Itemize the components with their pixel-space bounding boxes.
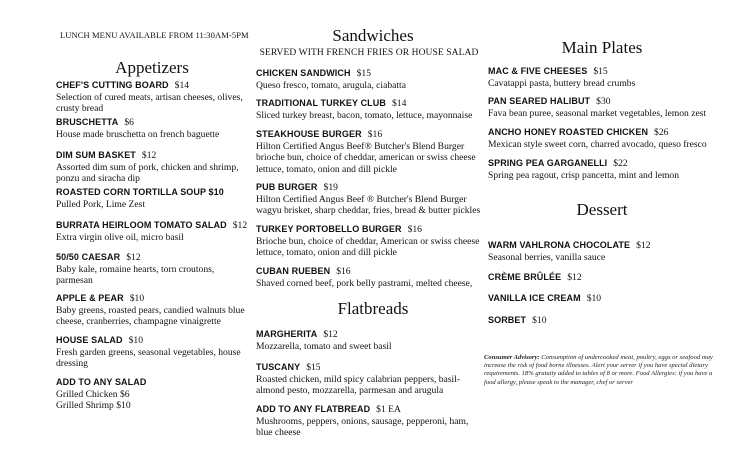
advisory-text: Consumption of undercooked meat, poultry, eggs or seafood may increase the risk of food borne illnesses. Alert your server if you have special dietary requirements. 18% gratuity added to tables of 8 or more. Food Allergies: if you have a food allergy, please speak to the manager, chef or server bbox=[484, 354, 713, 386]
item-name: ANCHO HONEY ROASTED CHICKEN bbox=[488, 127, 649, 137]
item-name: SORBET bbox=[488, 315, 527, 325]
menu-item bbox=[256, 329, 482, 352]
item-description: Hilton Certified Angus Beef ® Butcher's Blend Burger wagyu brisket, sharp cheddar, fries, bread & butter pickles bbox=[256, 193, 481, 217]
item-name: STEAKHOUSE BURGER bbox=[256, 129, 362, 139]
item-description: Mexican style sweet corn, charred avocado, queso fresco bbox=[488, 138, 707, 150]
item-price: $19 bbox=[323, 182, 338, 193]
item-name: BURRATA HEIRLOOM TOMATO SALAD bbox=[56, 220, 227, 230]
menu-item bbox=[488, 127, 744, 150]
item-description: Baby kale, romaine hearts, torn croutons, parmesan bbox=[56, 263, 215, 287]
item-name: PAN SEARED HALIBUT bbox=[488, 96, 591, 106]
item-price: $15 bbox=[593, 66, 608, 77]
item-name: HOUSE SALAD bbox=[56, 335, 123, 345]
item-name: PUB BURGER bbox=[256, 182, 318, 192]
menu-item bbox=[56, 335, 248, 370]
item-price: $14 bbox=[391, 98, 407, 109]
item-price: $16 bbox=[407, 224, 422, 235]
item-name: ROASTED CORN TORTILLA SOUP $10 bbox=[56, 187, 224, 197]
item-price: $16 bbox=[367, 129, 383, 140]
item-price: $10 bbox=[129, 293, 145, 304]
item-name: TUSCANY bbox=[256, 362, 301, 372]
item-description: Cavatappi pasta, buttery bread crumbs bbox=[488, 77, 636, 89]
item-name: VANILLA ICE CREAM bbox=[488, 293, 581, 303]
menu-item bbox=[56, 80, 248, 115]
menu-item bbox=[488, 293, 744, 305]
menu-item bbox=[256, 266, 482, 289]
advisory-label: Consumer Advisory: bbox=[484, 354, 540, 361]
item-description: Hilton Certified Angus Beef® Butcher's Blend Burger brioche bun, choice of cheddar, american or swiss cheese lettuce, tomato, onion and dill pickle bbox=[256, 140, 476, 175]
menu-item bbox=[56, 252, 248, 287]
item-name: DIM SUM BASKET bbox=[56, 150, 136, 160]
item-price: $15 bbox=[306, 362, 321, 373]
item-description: Sliced turkey breast, bacon, tomato, lettuce, mayonnaise bbox=[256, 109, 473, 121]
item-name: CRÈME BRÛLÉE bbox=[488, 272, 562, 282]
item-name: BRUSCHETTA bbox=[56, 117, 119, 127]
sandwiches-subtitle: SERVED WITH FRENCH FRIES OR HOUSE SALAD bbox=[259, 48, 479, 58]
item-name: 50/50 CAESAR bbox=[56, 252, 121, 262]
item-price: $12 bbox=[567, 272, 582, 283]
menu-item bbox=[488, 272, 744, 284]
item-description: Pulled Pork, Lime Zest bbox=[56, 198, 145, 210]
item-price: $15 bbox=[356, 68, 371, 79]
menu-item bbox=[488, 315, 744, 327]
item-price: $12 bbox=[126, 252, 141, 263]
item-name: APPLE & PEAR bbox=[56, 293, 124, 303]
item-description: Roasted chicken, mild spicy calabrian peppers, basil-almond pesto, mozzarella, parmesan and arugula bbox=[256, 373, 461, 397]
item-price: $12 bbox=[232, 220, 248, 231]
menu-item bbox=[56, 377, 248, 412]
item-name: MARGHERITA bbox=[256, 329, 318, 339]
item-description: Shaved corned beef, pork belly pastrami, melted cheese, bbox=[256, 277, 473, 289]
item-description: Assorted dim sum of pork, chicken and shrimp, ponzu and siracha dip bbox=[56, 161, 239, 185]
item-name: TURKEY PORTOBELLO BURGER bbox=[256, 224, 402, 234]
item-name: CHICKEN SANDWICH bbox=[256, 68, 351, 78]
dessert-title: Dessert bbox=[576, 200, 628, 219]
menu-item bbox=[488, 240, 744, 263]
item-price: $14 bbox=[174, 80, 190, 91]
flatbreads-title: Flatbreads bbox=[337, 299, 409, 318]
menu-item bbox=[56, 187, 248, 210]
item-price: $12 bbox=[141, 150, 157, 161]
menu-item bbox=[488, 66, 744, 89]
item-description: Mushrooms, peppers, onions, sausage, pepperoni, ham, blue cheese bbox=[256, 415, 469, 439]
item-name: WARM VAHLRONA CHOCOLATE bbox=[488, 240, 631, 250]
item-name: ADD TO ANY FLATBREAD bbox=[256, 404, 371, 414]
appetizers-title: Appetizers bbox=[115, 58, 189, 77]
item-description: Fava bean puree, seasonal market vegetables, lemon zest bbox=[488, 107, 707, 119]
menu-item bbox=[56, 220, 256, 243]
consumer-advisory bbox=[484, 354, 714, 387]
item-description: House made bruschetta on french baguette bbox=[56, 128, 220, 140]
item-name: SPRING PEA GARGANELLI bbox=[488, 158, 608, 168]
menu-item bbox=[488, 158, 744, 181]
item-price: $10 bbox=[128, 335, 143, 346]
item-description: Grilled Chicken $6 Grilled Shrimp $10 bbox=[56, 388, 131, 412]
item-description: Mozzarella, tomato and sweet basil bbox=[256, 340, 392, 352]
menu-item bbox=[256, 404, 482, 439]
item-description: Spring pea ragout, crisp pancetta, mint and lemon bbox=[488, 169, 680, 181]
item-price: $10 bbox=[586, 293, 602, 304]
menu-item bbox=[256, 182, 486, 217]
item-description: Fresh garden greens, seasonal vegetables, house dressing bbox=[56, 346, 241, 370]
menu-item bbox=[56, 293, 248, 328]
item-description: Extra virgin olive oil, micro basil bbox=[56, 231, 184, 243]
item-price: $26 bbox=[654, 127, 669, 138]
item-price: $16 bbox=[336, 266, 351, 277]
item-price: $12 bbox=[323, 329, 338, 340]
menu-item bbox=[256, 68, 482, 91]
item-description: Selection of cured meats, artisan cheeses, olives, crusty bread bbox=[56, 91, 243, 115]
menu-item bbox=[56, 117, 248, 140]
menu-item bbox=[488, 96, 744, 119]
item-price: $10 bbox=[532, 315, 547, 326]
item-price: $30 bbox=[596, 96, 611, 107]
item-name: TRADITIONAL TURKEY CLUB bbox=[256, 98, 386, 108]
menu-item bbox=[256, 129, 482, 175]
lunch-hours-notice: LUNCH MENU AVAILABLE FROM 11:30AM-5PM bbox=[60, 30, 249, 40]
item-description: Baby greens, roasted pears, candied walnuts blue cheese, cranberries, champagne vinaigrette bbox=[56, 304, 245, 328]
item-price: $22 bbox=[613, 158, 628, 169]
item-description: Seasonal berries, vanilla sauce bbox=[488, 251, 606, 263]
sandwiches-title: Sandwiches bbox=[332, 26, 414, 45]
item-name: ADD TO ANY SALAD bbox=[56, 377, 147, 387]
item-price: $1 EA bbox=[376, 404, 401, 415]
menu-item bbox=[256, 224, 482, 259]
item-price: $12 bbox=[636, 240, 651, 251]
item-name: CUBAN RUEBEN bbox=[256, 266, 331, 276]
item-name: CHEF'S CUTTING BOARD bbox=[56, 80, 169, 90]
main-plates-title: Main Plates bbox=[561, 38, 643, 57]
menu-item bbox=[256, 362, 482, 397]
item-description: Brioche bun, choice of cheddar, American or swiss cheese lettuce, tomato, onion and dill pickle bbox=[256, 235, 480, 259]
item-description: Queso fresco, tomato, arugula, ciabatta bbox=[256, 79, 406, 91]
item-name: MAC & FIVE CHEESES bbox=[488, 66, 588, 76]
menu-item bbox=[256, 98, 482, 121]
menu-item bbox=[56, 150, 248, 185]
item-price: $6 bbox=[124, 117, 134, 128]
